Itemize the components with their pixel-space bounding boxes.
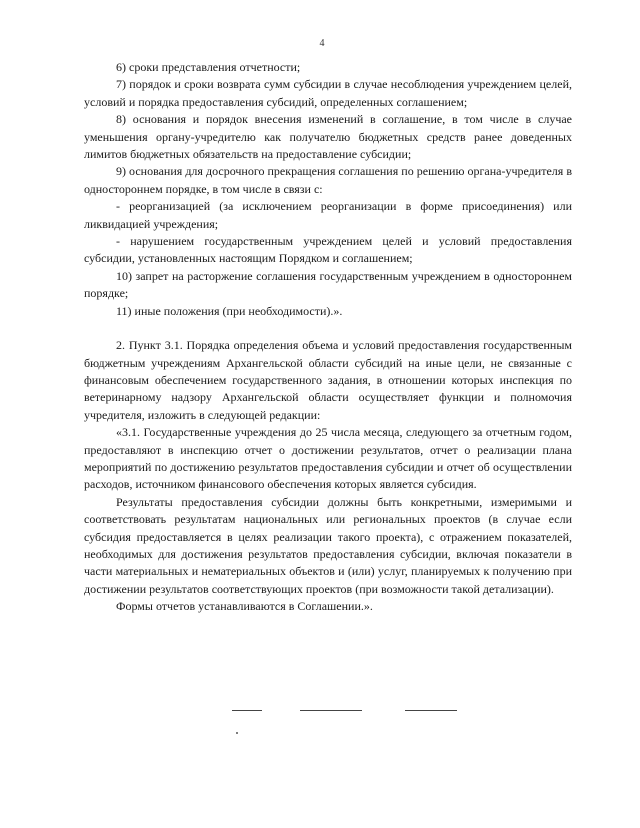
paragraph-subitem-reorganization: - реорганизацией (за исключением реорганизации в форме присоединения) или ликвидацией учреждения; xyxy=(84,199,572,231)
paragraph-subitem-violation: - нарушением государственным учреждением целей и условий предоставления субсидии, установленных настоящим Порядком и соглашением; xyxy=(84,234,572,266)
document-body xyxy=(84,59,572,616)
separator-line-2 xyxy=(300,710,362,711)
page-number: 4 xyxy=(319,38,325,49)
paragraph-item-6: 6) сроки представления отчетности; xyxy=(116,60,301,74)
paragraph-report-forms: Формы отчетов устанавливаются в Соглашении.». xyxy=(116,599,373,614)
paragraph-item-7: 7) порядок и сроки возврата сумм субсидии в случае несоблюдения учреждением целей, условий и порядка предоставления субсидий, определенных соглашением; xyxy=(84,77,572,109)
separator-line-1 xyxy=(232,710,262,711)
paragraph-item-10: 10) запрет на расторжение соглашения государственным учреждением в одностороннем порядке; xyxy=(84,268,572,301)
scan-speck xyxy=(236,732,238,734)
paragraph-item-9: 9) основания для досрочного прекращения соглашения по решению органа-учредителя в одностороннем порядке, в том числе в связи с: xyxy=(84,164,572,196)
paragraph-item-8: 8) основания и порядок внесения изменений в соглашение, в том числе в случае уменьшения органу-учредителю как получателю бюджетных средств ранее доведенных лимитов бюджетных обязательств на предоставление субсидии; xyxy=(84,112,572,162)
paragraph-item-11: 11) иные положения (при необходимости).». xyxy=(116,303,343,318)
paragraph-amendment-2: 2. Пункт 3.1. Порядка определения объема и условий предоставления государственным бюджетным учреждениям Архангельской области субсидий на иные цели, не связанные с финансовым обеспечением государственного задания, в отношении которых инспекция по ветеринарному надзору Архангельской области осуществляет функции и полномочия учредителя, изложить в следующей редакции: xyxy=(84,338,572,422)
paragraph-clause-3-1: «3.1. Государственные учреждения до 25 числа месяца, следующего за отчетным годом, предоставляют в инспекцию отчет о достижении результатов, отчет о реализации плана мероприятий по достижению результатов предоставления субсидии и отчет об осуществлении расходов, источником финансового обеспечения которых является субсидия. xyxy=(84,425,572,492)
closing-separator xyxy=(0,710,640,714)
paragraph-results-requirements: Результаты предоставления субсидии должны быть конкретными, измеримыми и соответствовать результатам национальных или региональных проектов (в случае если субсидия предоставляется в целях реализации такого проекта), с отражением показателей, необходимых для достижения результатов предоставления субсидии, включая показатели в части материальных и нематериальных объектов и (или) услуг, планируемых к получению при достижении результатов соответствующих проектов (при возможности такой детализации). xyxy=(84,494,572,596)
separator-line-3 xyxy=(405,710,457,711)
